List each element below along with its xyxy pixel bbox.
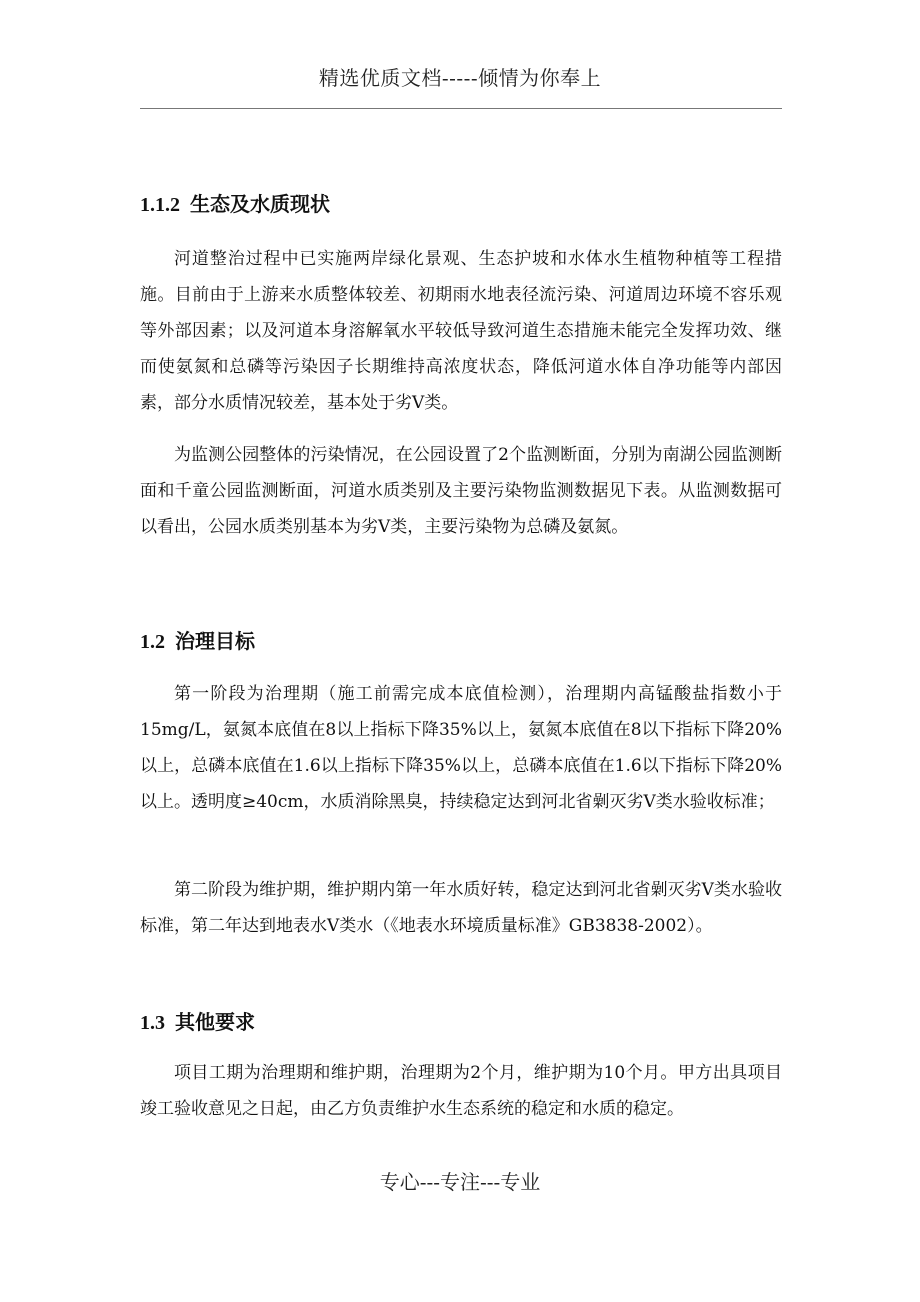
section-number: 1.1.2 xyxy=(140,194,180,216)
page-footer: 专心---专注---专业 xyxy=(379,1170,541,1194)
section-title: 生态及水质现状 xyxy=(190,192,330,216)
header-divider xyxy=(140,108,782,109)
section-number: 1.2 xyxy=(140,631,165,653)
paragraph: 第一阶段为治理期（施工前需完成本底值检测），治理期内高锰酸盐指数小于15mg/L，氨氮本底值在8以上指标下降35%以上，氨氮本底值在8以下指标下降20%以上，总磷本底值在1.6以上指标下降35%以上，总磷本底值在1.6以下指标下降20%以上。透明度≥40cm，水质消除黑臭，持续稳定达到河北省劋灭劣Ⅴ类水验收标准； xyxy=(140,684,782,812)
section-number: 1.3 xyxy=(140,1012,165,1034)
section-heading-1-1-2 xyxy=(140,188,330,217)
section-heading-1-3 xyxy=(140,1006,255,1035)
section-heading-1-2 xyxy=(140,625,255,654)
paragraph: 第二阶段为维护期，维护期内第一年水质好转，稳定达到河北省劋灭劣Ⅴ类水验收标准，第二年达到地表水Ⅴ类水（《地表水环境质量标准》GB3838-2002）。 xyxy=(140,880,782,936)
section-title: 治理目标 xyxy=(175,629,255,653)
paragraph: 为监测公园整体的污染情况，在公园设置了2个监测断面，分别为南湖公园监测断面和千童公园监测断面，河道水质类别及主要污染物监测数据见下表。从监测数据可以看出，公园水质类别基本为劣Ⅴ类，主要污染物为总磷及氨氮。 xyxy=(140,445,782,537)
section-title: 其他要求 xyxy=(175,1010,255,1034)
paragraph: 河道整治过程中已实施两岸绿化景观、生态护坡和水体水生植物种植等工程措施。目前由于上游来水质整体较差、初期雨水地表径流污染、河道周边环境不容乐观等外部因素；以及河道本身溶解氧水平较低导致河道生态措施未能完全发挥功效、继而使氨氮和总磷等污染因子长期维持高浓度状态，降低河道水体自净功能等内部因素，部分水质情况较差，基本处于劣Ⅴ类。 xyxy=(140,249,782,413)
paragraph: 项目工期为治理期和维护期，治理期为2个月，维护期为10个月。甲方出具项目竣工验收意见之日起，由乙方负责维护水生态系统的稳定和水质的稳定。 xyxy=(140,1063,782,1119)
page-header: 精选优质文档-----倾情为你奉上 xyxy=(318,66,602,90)
